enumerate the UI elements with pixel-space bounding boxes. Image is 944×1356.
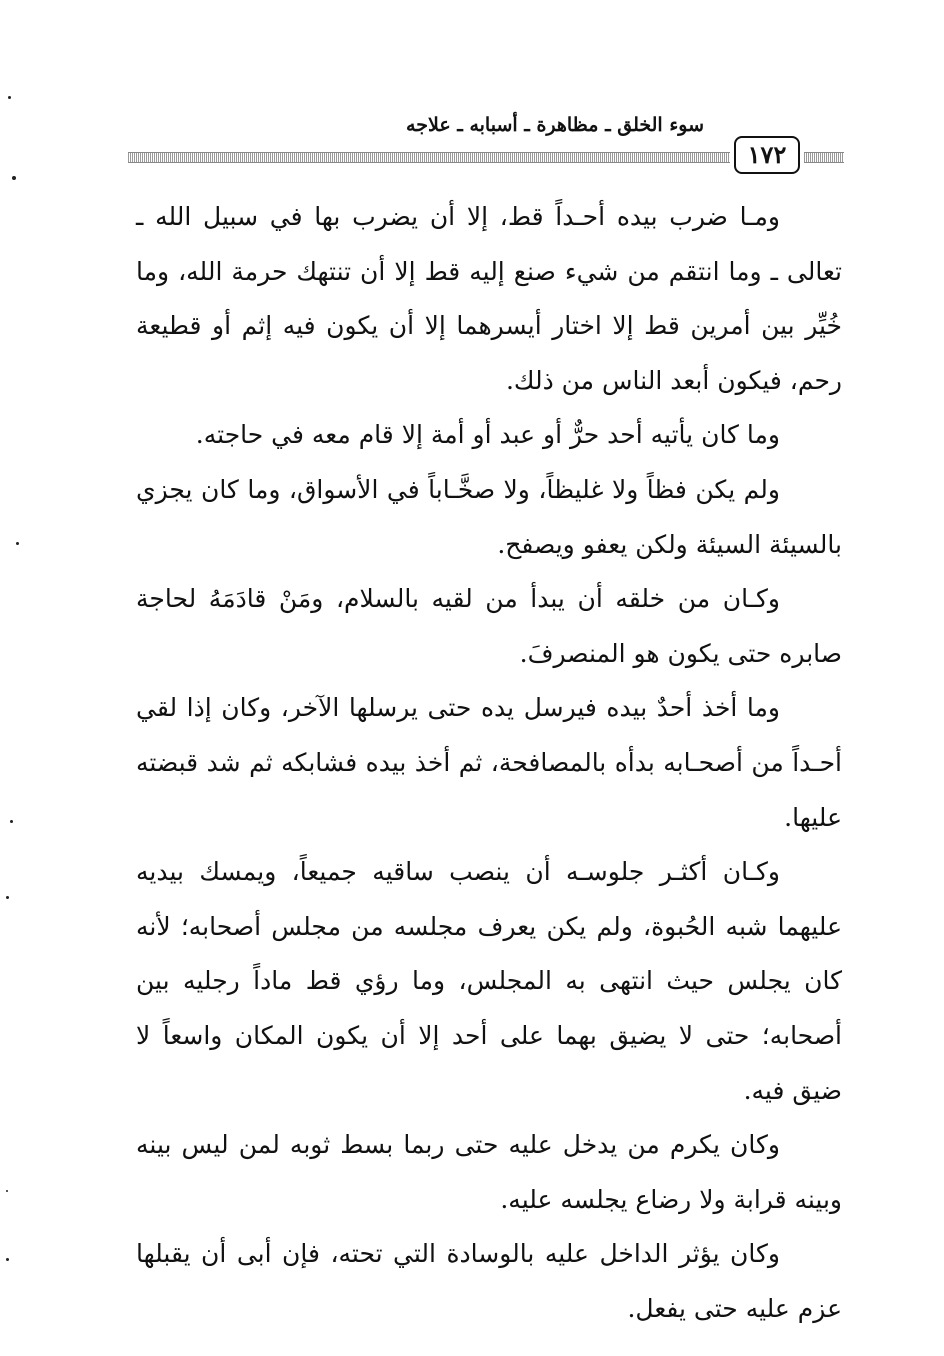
running-title: سوء الخلق ـ مظاهرة ـ أسبابه ـ علاجه — [406, 114, 704, 136]
body-text — [136, 190, 842, 1336]
scan-speck — [6, 896, 9, 899]
page-header — [128, 112, 844, 178]
paragraph: وكـان من خلقه أن يبدأ من لقيه بالسلام، ومَنْ قادَمَهُ لحاجة صابره حتى يكون هو المنصرفَ. — [136, 584, 842, 668]
scan-speck — [10, 820, 13, 823]
scan-speck — [8, 96, 11, 99]
scan-speck — [6, 1258, 9, 1261]
scan-speck — [12, 176, 16, 180]
paragraph: وما أخذ أحدٌ بيده فيرسل يده حتى يرسلها الآخر، وكان إذا لقي أحـداً من أصحـابه بدأه بالمصافحة، ثم أخذ بيده فشابكه ثم شد قبضته عليها. — [136, 693, 842, 832]
paragraph: وما كان يأتيه أحد حرٌّ أو عبد أو أمة إلا قام معه في حاجته. — [195, 420, 780, 450]
scan-speck — [16, 542, 19, 545]
paragraph: وكان يكرم من يدخل عليه حتى ربما بسط ثوبه لمن ليس بينه وبينه قرابة ولا رضاع يجلسه عليه. — [136, 1130, 842, 1214]
paragraph: ومـا ضرب بيده أحـداً قط، إلا أن يضرب بها في سبيل الله ـ تعالى ـ وما انتقم من شيء صنع إليه قط إلا أن تنتهك حرمة الله، وما خُيِّر بين أمرين قط إلا اختار أيسرهما إلا أن يكون فيه إثم أو قطيعة رحم، فيكون أبعد الناس من ذلك. — [136, 202, 842, 395]
header-rule — [128, 152, 730, 163]
paragraph: وكـان أكثـر جلوسـه أن ينصب ساقيه جميعاً، ويمسك بيديه عليهما شبه الحُبوة، ولم يكن يعرف مجلسه من مجلس أصحابه؛ لأنه كان يجلس حيث انتهى به المجلس، وما رؤي قط ماداً رجليه بين أصحابه؛ حتى لا يضيق بهما على أحد إلا أن يكون المكان واسعاً لا ضيق فيه. — [136, 857, 842, 1105]
page-number: ١٧٢ — [734, 136, 800, 174]
paragraph: وكان يؤثر الداخل عليه بالوسادة التي تحته، فإن أبى أن يقبلها عزم عليه حتى يفعل. — [136, 1239, 842, 1323]
paragraph: ولم يكن فظاً ولا غليظاً، ولا صخَّـاباً في الأسواق، وما كان يجزي بالسيئة السيئة ولكن يعفو ويصفح. — [136, 474, 842, 559]
scan-speck — [6, 1190, 8, 1192]
header-rule-right — [804, 152, 844, 163]
